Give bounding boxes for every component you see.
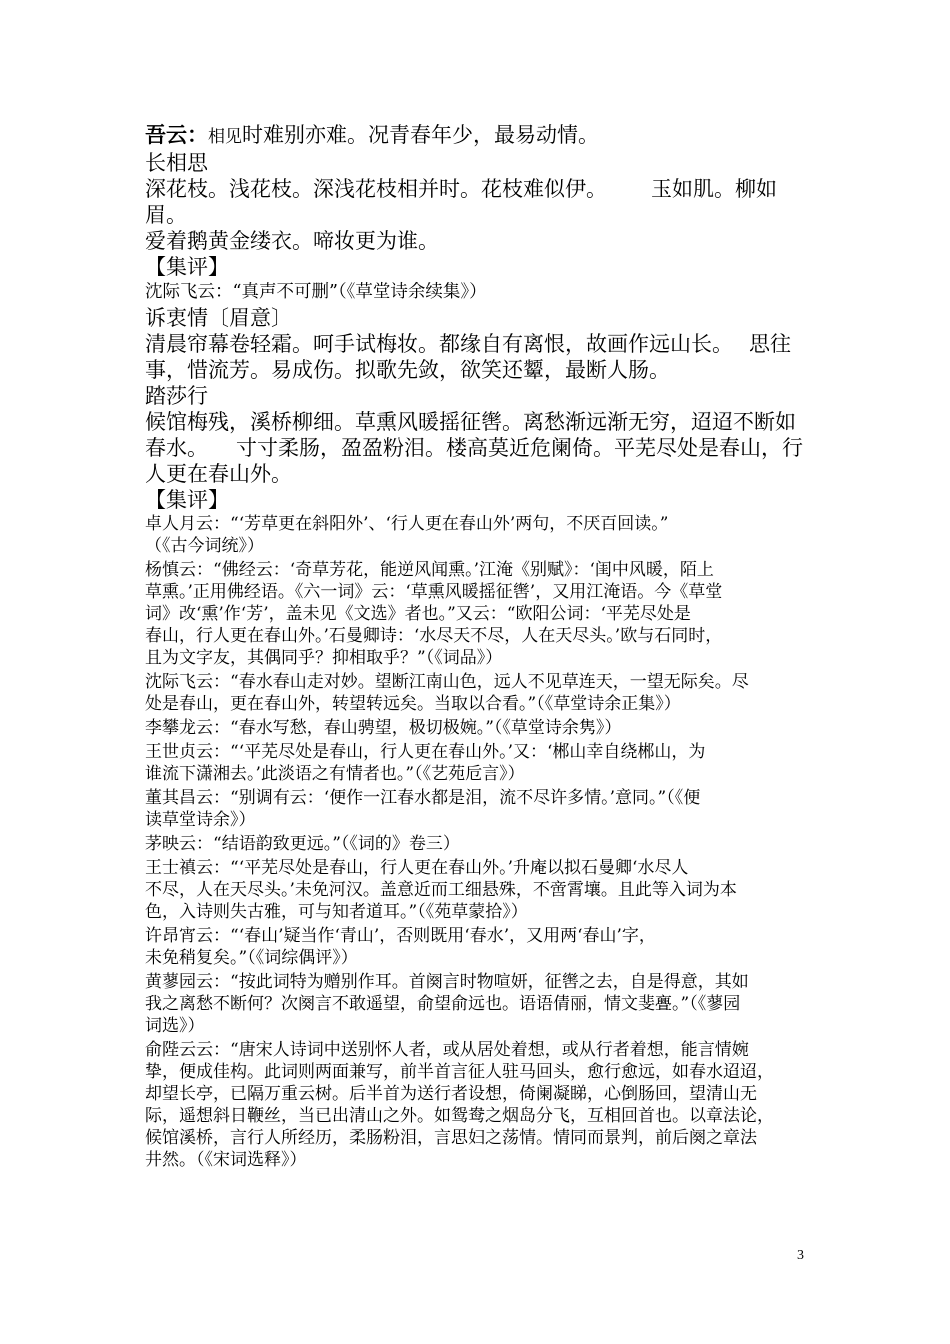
poem3-jiping: 【集评】 [145, 487, 229, 512]
intro-line [145, 122, 815, 150]
document-page [145, 122, 815, 1173]
comments-section [145, 513, 815, 1171]
poem2-line2: 事，惜流芳。易成伤。拟歌先敛，欲笑还颦，最断人肠。 [145, 357, 670, 382]
intro-speaker: 吾云： [145, 122, 208, 147]
comment-paragraph [145, 559, 815, 669]
comment-paragraph [145, 787, 815, 831]
poem1-line2: 爱着鹅黄金缕衣。啼妆更为谁。 [145, 229, 439, 253]
comment-line: 却望长亭，已隔万重云树。后半首为送行者设想，倚阑凝睇，心倒肠回，望清山无 [145, 1083, 757, 1104]
comment-line: 董其昌云：“别调有云：‘便作一江春水都是泪，流不尽许多情。’意同。”（《便 [145, 787, 701, 808]
comment-line: 茅映云：“结语韵致更远。”（《词的》卷三） [145, 833, 460, 854]
comment-line: 井然。（《宋词选释》） [145, 1149, 307, 1170]
comment-line: 挚，便成佳构。此词则两面兼写，前半首言征人驻马回头，愈行愈远，如春水迢迢， [145, 1061, 774, 1082]
comment-line: 不尽，人在天尽头。’未免河汉。盖意近而工细悬殊，不啻霄壤。且此等入词为本 [145, 879, 737, 900]
comment-paragraph [145, 513, 815, 557]
comment-paragraph [145, 857, 815, 923]
poem1-line1 [145, 176, 815, 228]
comment-paragraph [145, 671, 815, 715]
comment-line: 杨慎云：“佛经云：‘奇草芳花，能逆风闻熏。’江淹《别赋》：‘闺中风暖，陌上 [145, 559, 714, 580]
comment-line: 色，入诗则失古雅，可与知者道耳。”（《苑草蒙拾》） [145, 901, 528, 922]
comment-paragraph [145, 1039, 815, 1171]
poem2-line1 [145, 331, 815, 357]
comment-line: 俞陛云云：“唐宋人诗词中送别怀人者，或从居处着想，或从行者着想，能言情婉 [145, 1039, 749, 1060]
comment-line: 王世贞云：“‘平芜尽处是春山，行人更在春山外。’又：‘郴山幸自绕郴山，为 [145, 741, 706, 762]
comment-line: 候馆溪桥，言行人所经历，柔肠粉泪，言思妇之荡情。情同而景判，前后阕之章法 [145, 1127, 757, 1148]
comment-line: 词选》） [145, 1015, 205, 1036]
poem3-line2-a: 春水。 [145, 435, 208, 460]
comment-line: 际，遥想斜日鞭丝，当已出清山之外。如鸳鸯之烟岛分飞，互相回首也。以章法论， [145, 1105, 774, 1126]
intro-pre: 相见 [208, 127, 242, 147]
comment-paragraph [145, 925, 815, 969]
comment-line: 读草堂诗余》） [145, 809, 256, 830]
comment-paragraph [145, 971, 815, 1037]
comment-line: 沈际飞云：“春水春山走对妙。望断江南山色，远人不见草连天，一望无际矣。尽 [145, 671, 749, 692]
comment-line: 许昂宵云：“‘春山’疑当作‘青山’，否则既用‘春水’，又用两‘春山’字， [145, 925, 656, 946]
intro-text: 时难别亦难。况青春年少，最易动情。 [242, 123, 599, 147]
comment-line: 我之离愁不断何？次阕言不敢遥望，俞望俞远也。语语倩丽，情文斐亹。”（《蓼园 [145, 993, 741, 1014]
poem1-jiping: 【集评】 [145, 255, 229, 279]
page-number: 3 [797, 1248, 804, 1263]
comment-line: 处是春山，更在春山外，转望转远矣。当取以合看。”（《草堂诗余正集》） [145, 693, 681, 714]
comment-paragraph [145, 717, 815, 739]
comment-line: 且为文字友，其偶同乎？抑相取乎？”（《词品》） [145, 647, 503, 668]
poem3-line2-b: 寸寸柔肠，盈盈粉泪。楼高莫近危阑倚。平芜尽处是春山，行 [236, 435, 803, 460]
poem2-line1-b: 思往 [749, 331, 791, 356]
poem3-line3: 人更在春山外。 [145, 461, 292, 486]
poem1-line1-a: 深花枝。浅花枝。深浅花枝相并时。花枝难似伊。 [145, 177, 607, 201]
poem1-line1-b: 玉如肌。柳如眉。 [145, 177, 777, 227]
comment-line: 未免稍复矣。”（《词综偶评》） [145, 947, 358, 968]
comment-line: （《古今词统》） [145, 535, 264, 556]
comment-line: 李攀龙云：“春水写愁，春山骋望，极切极婉。”（《草堂诗余隽》） [145, 717, 622, 738]
comment-line: 王士禛云：“‘平芜尽处是春山，行人更在春山外。’升庵以拟石曼卿‘水尽人 [145, 857, 689, 878]
comment-line: 草熏。’正用佛经语。《六一词》云：‘草熏风暖摇征辔’，又用江淹语。今《草堂 [145, 581, 723, 602]
poem3-title: 踏莎行 [145, 383, 208, 408]
poem3-line1: 候馆梅残，溪桥柳细。草熏风暖摇征辔。离愁渐远渐无穷，迢迢不断如 [145, 409, 796, 434]
comment-line: 谁流下潇湘去。’此淡语之有情者也。”（《艺苑卮言》） [145, 763, 525, 784]
poem1-title: 长相思 [145, 151, 208, 175]
comment-line: 卓人月云：“‘芳草更在斜阳外’、‘行人更在春山外’两句，不厌百回读。” [145, 513, 669, 534]
comment-paragraph [145, 741, 815, 785]
comment-line: 黄蓼园云：“按此词特为赠别作耳。首阕言时物喧妍，征辔之去，自是得意，其如 [145, 971, 749, 992]
comment-line: 春山，行人更在春山外。’石曼卿诗：‘水尽天不尽，人在天尽头。’欧与石同时， [145, 625, 723, 646]
comment-line: 词》改‘熏’作‘芳’，盖未见《文选》者也。”又云：“欧阳公词：‘平芜尽处是 [145, 603, 691, 624]
poem2-title: 诉衷情〔眉意〕 [145, 305, 292, 330]
poem3-line2 [145, 435, 815, 461]
comment-paragraph [145, 833, 815, 855]
poem2-line1-a: 清晨帘幕卷轻霜。呵手试梅妆。都缘自有离恨，故画作远山长。 [145, 331, 733, 356]
poem1-comment: 沈际飞云：“真声不可删”（《草堂诗余续集》） [145, 282, 487, 302]
